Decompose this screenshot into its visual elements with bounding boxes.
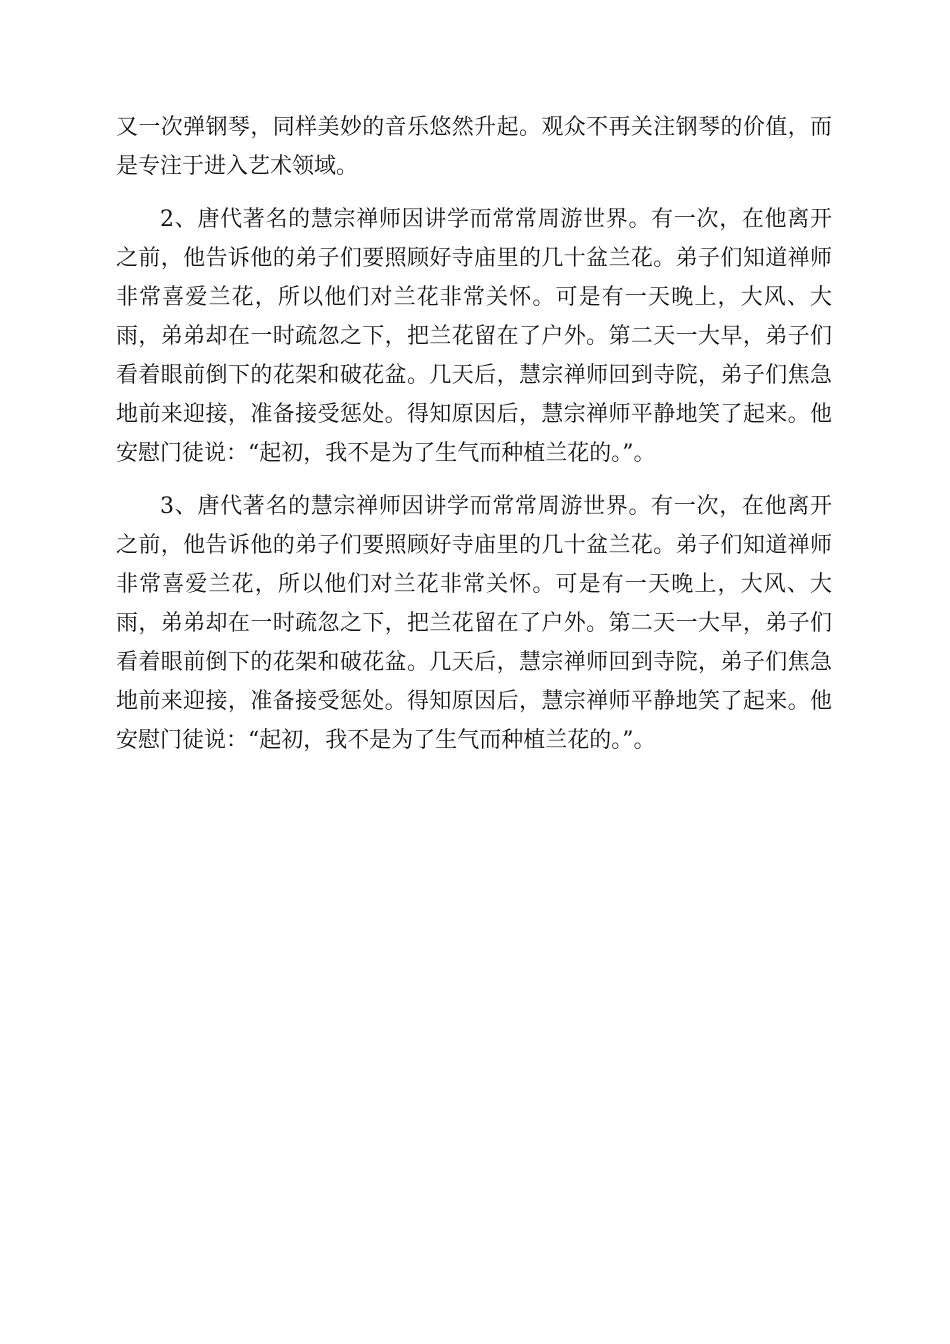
paragraph-continuation: 又一次弹钢琴，同样美妙的音乐悠然升起。观众不再关注钢琴的价值，而是专注于进入艺术领域。 — [116, 115, 832, 179]
document-page — [116, 108, 832, 774]
paragraph-story-2: 2、唐代著名的慧宗禅师因讲学而常常周游世界。有一次，在他离开之前，他告诉他的弟子们要照顾好寺庙里的几十盆兰花。弟子们知道禅师非常喜爱兰花，所以他们对兰花非常关怀。可是有一天晚上，大风、大雨，弟弟却在一时疏忽之下，把兰花留在了户外。第二天一大早，弟子们看着眼前倒下的花架和破花盆。几天后，慧宗禅师回到寺院，弟子们焦急地前来迎接，准备接受惩处。得知原因后，慧宗禅师平静地笑了起来。他安慰门徒说：“起初，我不是为了生气而种植兰花的。”。 — [116, 207, 832, 466]
paragraph-story-3: 3、唐代著名的慧宗禅师因讲学而常常周游世界。有一次，在他离开之前，他告诉他的弟子们要照顾好寺庙里的几十盆兰花。弟子们知道禅师非常喜爱兰花，所以他们对兰花非常关怀。可是有一天晚上，大风、大雨，弟弟却在一时疏忽之下，把兰花留在了户外。第二天一大早，弟子们看着眼前倒下的花架和破花盆。几天后，慧宗禅师回到寺院，弟子们焦急地前来迎接，准备接受惩处。得知原因后，慧宗禅师平静地笑了起来。他安慰门徒说：“起初，我不是为了生气而种植兰花的。”。 — [116, 494, 832, 753]
